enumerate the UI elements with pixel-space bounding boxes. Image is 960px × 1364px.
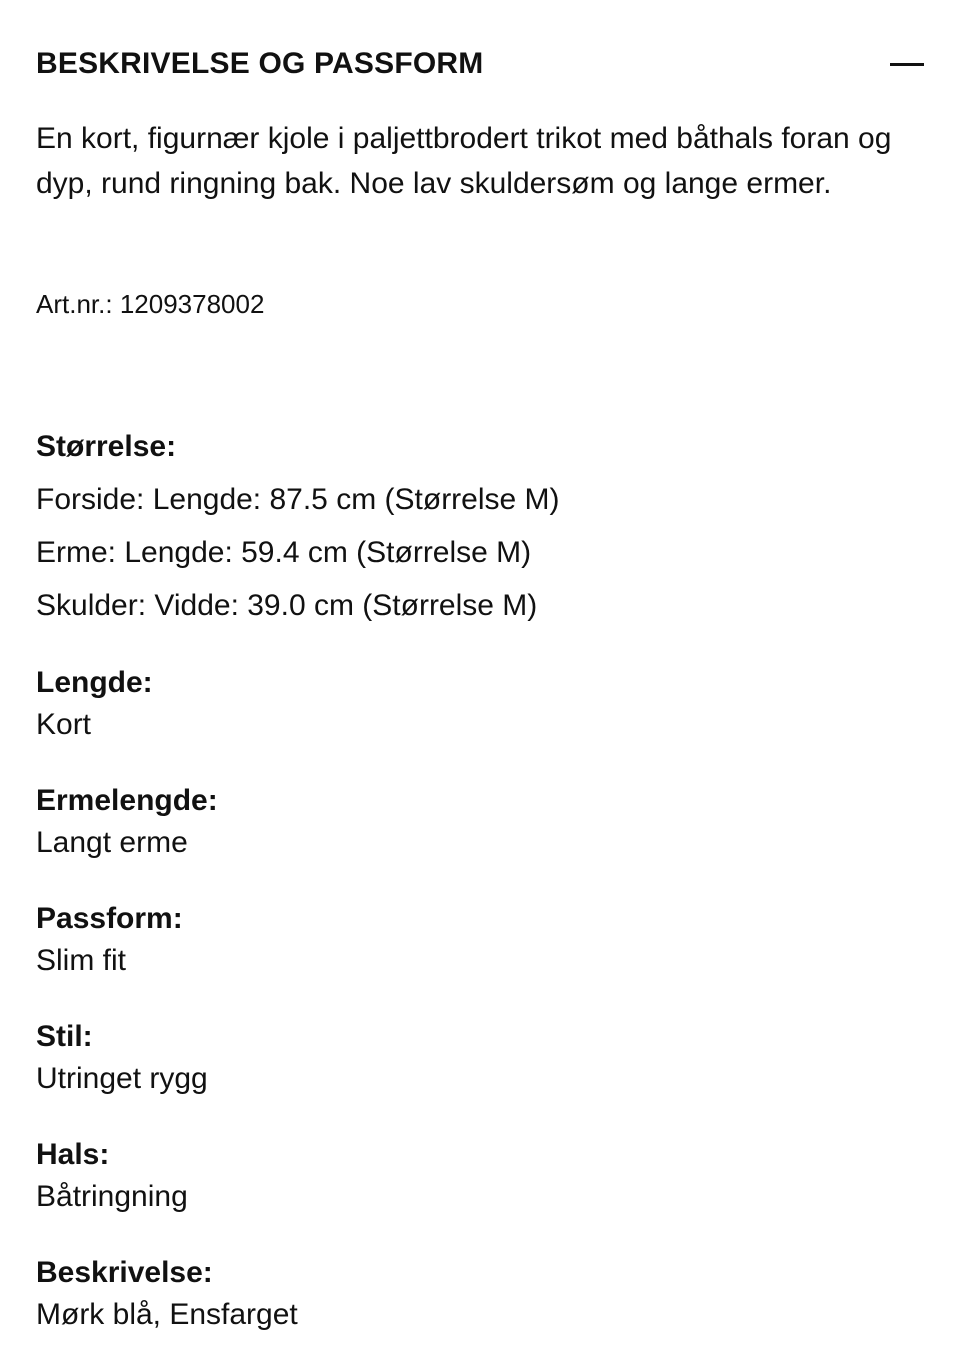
attribute-value: Mørk blå, Ensfarget [36,1298,298,1331]
attribute-value: Langt erme [36,826,188,859]
measurement-front-length: Forside: Lengde: 87.5 cm (Størrelse M) [36,483,560,516]
attribute-length [36,662,916,746]
measurement-sleeve-length: Erme: Lengde: 59.4 cm (Størrelse M) [36,536,532,569]
attribute-label: Hals: [36,1138,110,1171]
attribute-value: Slim fit [36,944,126,977]
attribute-label: Stil: [36,1020,93,1053]
article-number-value: 1209378002 [119,289,265,319]
attribute-fit [36,898,916,982]
attribute-neckline [36,1134,916,1218]
article-number [36,286,264,322]
attribute-value: Utringet rygg [36,1062,208,1095]
attribute-label: Beskrivelse: [36,1256,213,1289]
article-number-label: Art.nr.: [36,289,113,319]
attribute-label: Passform: [36,902,183,935]
section-title: BESKRIVELSE OG PASSFORM [36,47,484,80]
size-measurements [36,425,916,632]
measurement-shoulder-width: Skulder: Vidde: 39.0 cm (Størrelse M) [36,589,538,622]
product-description: En kort, figurnær kjole i paljettbrodert trikot med båthals foran og dyp, rund ringning bak. Noe lav skuldersøm og lange ermer. [36,122,892,200]
attribute-description [36,1252,916,1336]
minus-icon[interactable] [890,51,924,77]
attribute-style [36,1016,916,1100]
attribute-sleeve-length [36,780,916,864]
section-header-toggle[interactable] [36,38,924,90]
attribute-value: Kort [36,708,92,741]
attribute-label: Ermelengde: [36,784,218,817]
size-label: Størrelse: [36,430,177,463]
attribute-value: Båtringning [36,1180,188,1213]
attribute-label: Lengde: [36,666,153,699]
